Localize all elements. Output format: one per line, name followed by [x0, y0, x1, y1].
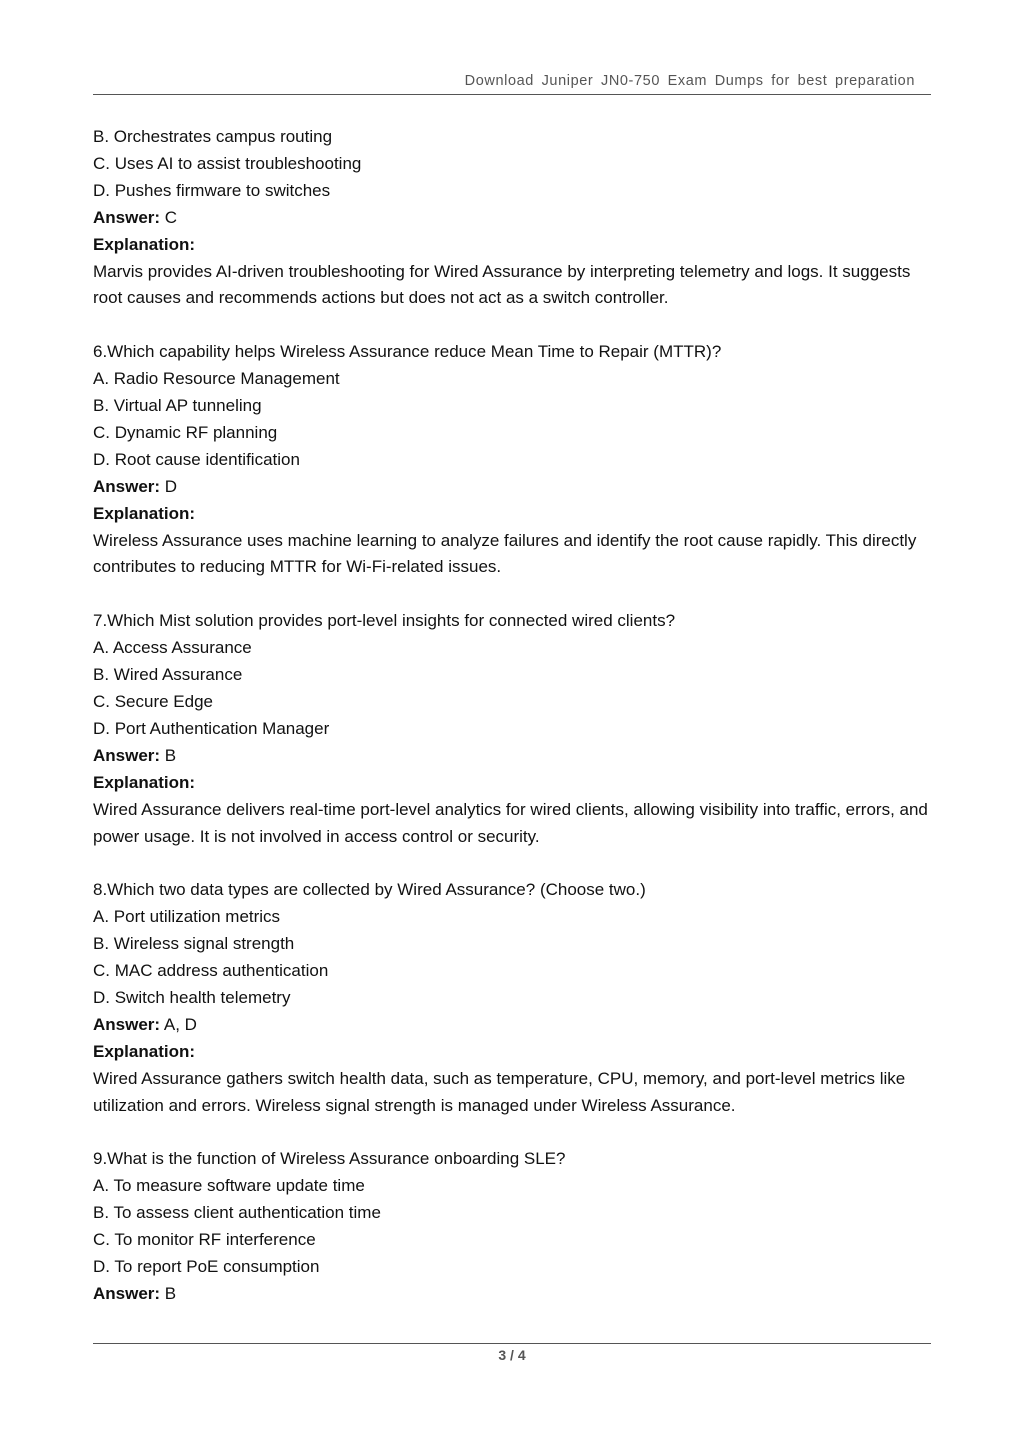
- spacer: [93, 850, 933, 877]
- answer-line: [93, 1281, 933, 1308]
- answer-label: Answer:: [93, 1014, 161, 1034]
- option-d: D. Switch health telemetry: [93, 987, 291, 1007]
- question-block-5: [93, 124, 933, 312]
- answer-line: [93, 205, 933, 232]
- explanation-text: Wired Assurance gathers switch health data, such as temperature, CPU, memory, and port-level metrics like utilization and errors. Wireless signal strength is managed under Wireless Assurance.: [93, 1068, 906, 1115]
- page-content: [93, 124, 933, 1308]
- answer-value: D: [160, 476, 178, 496]
- option-c: C. Dynamic RF planning: [93, 422, 278, 442]
- question-block-9: [93, 1146, 933, 1307]
- question-text: 8.Which two data types are collected by Wired Assurance? (Choose two.): [93, 880, 646, 900]
- option-b: B. Wireless signal strength: [93, 934, 295, 954]
- option-b: B. Wired Assurance: [93, 665, 243, 685]
- explanation-text: Wireless Assurance uses machine learning to analyze failures and identify the root cause rapidly. This directly contributes to reducing MTTR for Wi-Fi-related issues.: [93, 530, 917, 577]
- answer-label: Answer:: [93, 1283, 161, 1303]
- option-c: C. MAC address authentication: [93, 961, 329, 981]
- option-a: A. Radio Resource Management: [93, 369, 340, 389]
- answer-value: B: [160, 1283, 177, 1303]
- option-c: C. To monitor RF interference: [93, 1230, 316, 1250]
- answer-line: [93, 743, 933, 770]
- question-block-6: [93, 339, 933, 581]
- explanation-label: Explanation:: [93, 1041, 196, 1061]
- option-d: D. Port Authentication Manager: [93, 718, 330, 738]
- explanation-label: Explanation:: [93, 234, 196, 254]
- answer-label: Answer:: [93, 745, 161, 765]
- option-d: D. Pushes firmware to switches: [93, 180, 331, 200]
- option-a: A. Port utilization metrics: [93, 907, 281, 927]
- option-b: B. To assess client authentication time: [93, 1203, 381, 1223]
- question-text: 6.Which capability helps Wireless Assurance reduce Mean Time to Repair (MTTR)?: [93, 342, 722, 362]
- explanation-label: Explanation:: [93, 772, 196, 792]
- question-block-7: [93, 608, 933, 850]
- answer-label: Answer:: [93, 207, 161, 227]
- question-text: 7.Which Mist solution provides port-level insights for connected wired clients?: [93, 611, 676, 631]
- question-block-8: [93, 877, 933, 1119]
- answer-label: Answer:: [93, 476, 161, 496]
- option-a: A. To measure software update time: [93, 1176, 365, 1196]
- option-c: C. Uses AI to assist troubleshooting: [93, 153, 362, 173]
- page-number: 3 / 4: [498, 1347, 526, 1363]
- answer-value: C: [160, 207, 178, 227]
- answer-value: B: [160, 745, 177, 765]
- header-divider: [93, 94, 931, 95]
- option-a: A. Access Assurance: [93, 638, 252, 658]
- answer-value: A, D: [160, 1014, 197, 1034]
- spacer: [93, 581, 933, 608]
- page-header-text: Download Juniper JN0-750 Exam Dumps for best preparation: [464, 73, 915, 89]
- answer-line: [93, 474, 933, 501]
- answer-line: [93, 1012, 933, 1039]
- question-text: 9.What is the function of Wireless Assurance onboarding SLE?: [93, 1149, 566, 1169]
- explanation-label: Explanation:: [93, 503, 196, 523]
- spacer: [93, 1119, 933, 1146]
- option-b: B. Virtual AP tunneling: [93, 396, 262, 416]
- explanation-text: Wired Assurance delivers real-time port-level analytics for wired clients, allowing visibility into traffic, errors, and power usage. It is not involved in access control or security.: [93, 799, 928, 846]
- option-d: D. Root cause identification: [93, 449, 300, 469]
- spacer: [93, 312, 933, 339]
- explanation-text: Marvis provides AI-driven troubleshooting for Wired Assurance by interpreting telemetry and logs. It suggests root causes and recommends actions but does not act as a switch controller.: [93, 261, 911, 308]
- option-d: D. To report PoE consumption: [93, 1257, 320, 1276]
- option-b: B. Orchestrates campus routing: [93, 127, 333, 146]
- option-c: C. Secure Edge: [93, 692, 214, 711]
- footer-divider: [93, 1343, 931, 1344]
